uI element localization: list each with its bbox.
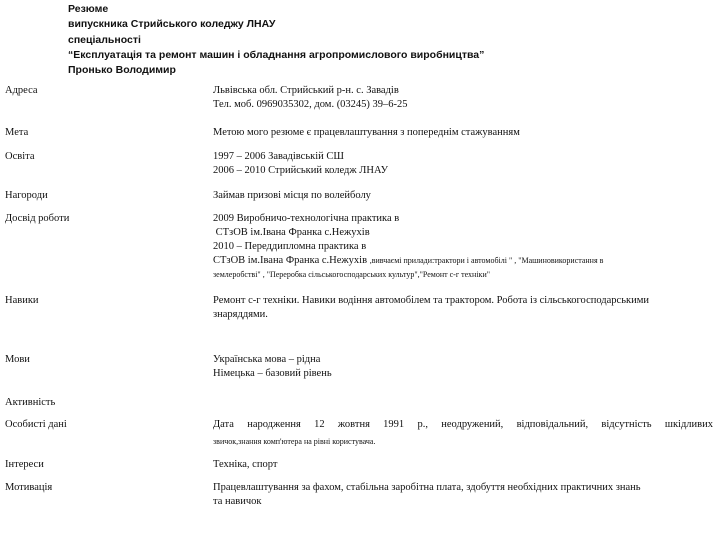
motivation-line: Працевлаштування за фахом, стабільна заробітна плата, здобуття необхідних практичних знань: [213, 482, 641, 493]
motivation-content: [213, 481, 713, 509]
awards-label: Нагороди: [5, 190, 48, 201]
goal-content: [213, 126, 713, 140]
experience-line-mixed: [213, 254, 713, 268]
graduate-line: випускника Стрийського коледжу ЛНАУ: [68, 18, 276, 31]
experience-company: СТзОВ ім.Івана Франка с.Нежухів: [213, 255, 368, 266]
personal-label: Особисті дані: [5, 419, 67, 430]
languages-content: [213, 353, 713, 381]
education-line: 2006 – 2010 Стрийський коледж ЛНАУ: [213, 165, 389, 176]
person-name: Пронько Володимир: [68, 64, 176, 77]
skills-line: знаряддями.: [213, 309, 268, 320]
skills-line: Ремонт с-г техніки. Навики водіння автомобілем та трактором. Робота із сільськогосподарськими: [213, 295, 649, 306]
activity-label: Активність: [5, 397, 56, 408]
goal-label: Мета: [5, 127, 29, 138]
experience-line: 2009 Виробничо-технологічна практика в: [213, 213, 400, 224]
personal-content: [213, 418, 713, 448]
address-line: Львівська обл. Стрийський р-н. с. Завадів: [213, 85, 399, 96]
experience-content: [213, 212, 713, 281]
personal-line-small: звичок,знання комп'ютера на рівні користувача.: [213, 437, 376, 446]
address-content: [213, 84, 713, 112]
interests-label: Інтереси: [5, 459, 44, 470]
motivation-label: Мотивація: [5, 482, 53, 493]
goal-text: Метою мого резюме є працевлаштування з попереднім стажуванням: [213, 127, 520, 138]
skills-label: Навики: [5, 295, 39, 306]
experience-subjects-continued: землеробстві" , "Переробка сільськогосподарських культур","Ремонт с-г техніки": [213, 270, 490, 279]
interests-content: [213, 458, 713, 472]
motivation-line: та навичок: [213, 496, 262, 507]
experience-label: Досвід роботи: [5, 213, 70, 224]
specialty-name: “Експлуатація та ремонт машин і обладнання агропромислового виробництва”: [68, 48, 485, 61]
education-label: Освіта: [5, 151, 35, 162]
experience-line: 2010 – Переддипломна практика в: [213, 241, 367, 252]
language-line: Німецька – базовий рівень: [213, 368, 332, 379]
languages-label: Мови: [5, 354, 30, 365]
skills-content: [213, 294, 713, 322]
interests-text: Техніка, спорт: [213, 459, 278, 470]
personal-line: Дата народження 12 жовтня 1991 р., неодружений, відповідальний, відсутність шкідливих: [213, 419, 713, 430]
experience-studied-subjects: ,вивчаємі прилади:трактори і автомобілі " , "Машиновикористання в: [369, 256, 604, 265]
education-content: [213, 150, 713, 178]
awards-text: Займав призові місця по волейболу: [213, 190, 371, 201]
address-label: Адреса: [5, 85, 38, 96]
phone-line: Тел. моб. 0969035302, дом. (03245) 39–6-25: [213, 99, 408, 110]
resume-header: [68, 2, 484, 78]
awards-content: [213, 189, 713, 203]
experience-line: СТзОВ ім.Івана Франка с.Нежухів: [213, 227, 370, 238]
language-line: Українська мова – рідна: [213, 354, 321, 365]
specialty-label: спеціальності: [68, 33, 141, 46]
resume-title: Резюме: [68, 3, 109, 15]
education-line: 1997 – 2006 Завадівській СШ: [213, 151, 344, 162]
